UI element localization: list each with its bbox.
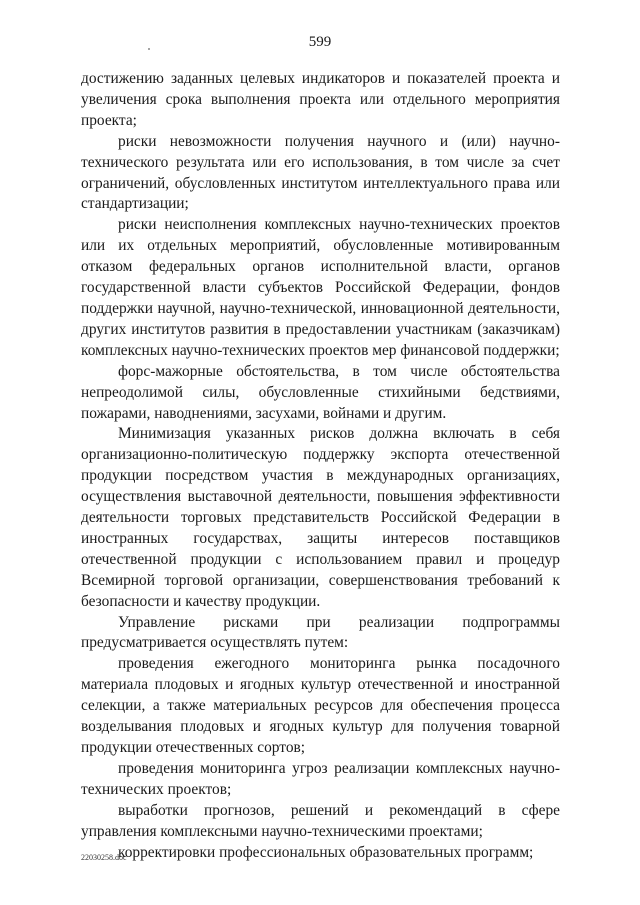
- paragraph-7: проведения ежегодного мониторинга рынка посадочного материала плодовых и ягодных культур отечественной и иностранной селекции, а также материальных ресурсов для обеспечения процесса возделывания плодовых и ягодных культур для получения товарной продукции отечественных сортов;: [81, 655, 560, 756]
- scan-dot: [148, 48, 150, 50]
- page-number: 599: [308, 34, 332, 50]
- paragraph-4: форс-мажорные обстоятельства, в том числе обстоятельства непреодолимой силы, обусловленные стихийными бедствиями, пожарами, наводнениями, засухами, войнами и другим.: [81, 362, 560, 422]
- paragraph-3: риски неисполнения комплексных научно-технических проектов или их отдельных мероприятий, обусловленные мотивированным отказом федеральных органов исполнительной власти, органов государственной власти субъектов Российской Федерации, фондов поддержки научной, научно-технической, инновационной деятельности, других институтов развития в предоставлении участникам (заказчикам) комплексных научно-технических проектов мер финансовой поддержки;: [81, 216, 560, 359]
- paragraph-9: выработки прогнозов, решений и рекомендаций в сфере управления комплексными научно-техническими проектами;: [81, 801, 560, 840]
- paragraph-2: риски невозможности получения научного и (или) научно-технического результата или его использования, в том числе за счет ограничений, обусловленных институтом интеллектуального права или стандартизации;: [81, 132, 560, 213]
- paragraph-6: Управление рисками при реализации подпрограммы предусматривается осуществлять путем:: [81, 613, 560, 652]
- paragraph-10: корректировки профессиональных образовательных программ;: [118, 843, 534, 861]
- paragraph-8: проведения мониторинга угроз реализации комплексных научно-технических проектов;: [81, 759, 560, 798]
- file-name-footer: 22030258.doc: [81, 853, 127, 862]
- paragraph-1: достижению заданных целевых индикаторов и показателей проекта и увеличения срока выполнения проекта или отдельного мероприятия проекта;: [81, 70, 560, 129]
- document-body: [81, 69, 560, 863]
- paragraph-5: Минимизация указанных рисков должна включать в себя организационно-политическую поддержку экспорта отечественной продукции посредством участия в международных организациях, осуществления выставочной деятельности, повышения эффективности деятельности торговых представительств Российской Федерации в иностранных государствах, защиты интересов поставщиков отечественной продукции с использованием правил и процедур Всемирной торговой организации, совершенствования требований к безопасности и качеству продукции.: [81, 425, 560, 610]
